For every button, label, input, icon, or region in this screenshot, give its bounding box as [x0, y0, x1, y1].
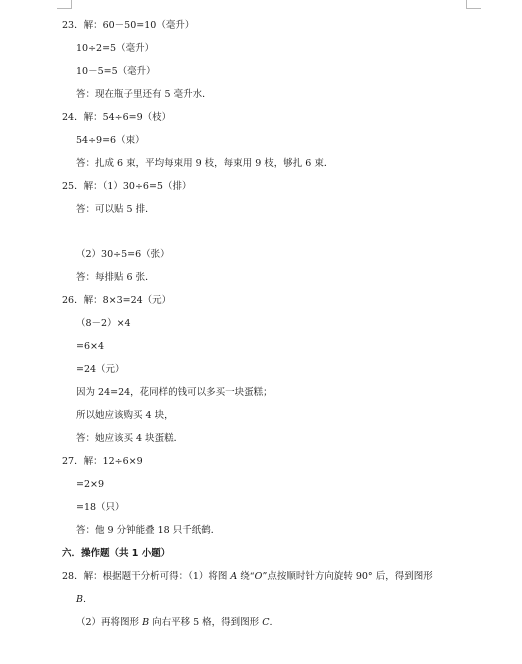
q26-line-5: 因为 24=24，花同样的钱可以多买一块蛋糕； [76, 387, 273, 398]
q25-line-2: （2）30÷5=6（张） [76, 249, 170, 260]
page-corner-mark-right [466, 0, 481, 9]
q24-line-1: 24．解：54÷6=9（枝） [62, 112, 172, 123]
q28-line-1-pre: 28．解：根据题干分析可得：（1）将图 [62, 571, 231, 582]
q27-line-1: 27．解：12÷6×9 [62, 456, 143, 467]
q25-answer-2: 答：每排贴 6 张． [76, 272, 155, 283]
q26-answer: 答：她应该买 4 块蛋糕． [76, 433, 184, 444]
figure-a-label: A [230, 571, 238, 582]
q26-line-1: 26．解：8×3=24（元） [62, 295, 172, 306]
q26-line-3: =6×4 [76, 341, 105, 352]
page-corner-mark-left [57, 0, 72, 9]
q23-line-1: 23．解：60－50=10（毫升） [62, 20, 195, 31]
q25-answer-1: 答：可以贴 5 排． [76, 204, 155, 215]
q25-line-1: 25．解：（1）30÷6=5（排） [62, 181, 192, 192]
q26-line-2: （8－2）×4 [76, 318, 131, 329]
q24-line-2: 54÷9=6（束） [76, 135, 145, 146]
q28-line-3-end: . [269, 617, 273, 628]
q23-line-2: 10÷2=5（毫升） [76, 43, 155, 54]
q28-line-3-pre: （2）再将图形 [76, 617, 143, 628]
q27-line-2: =2×9 [76, 479, 105, 490]
section-6-heading: 六．操作题（共 1 小题） [62, 548, 171, 559]
q28-line-2-end: . [82, 594, 87, 605]
q24-answer: 答：扎成 6 束，平均每束用 9 枝，每束用 9 枝，够扎 6 束． [76, 158, 334, 169]
q28-line-3 [76, 617, 273, 629]
figure-b-label: B [76, 594, 83, 605]
q28-line-3-mid: 向右平移 5 格，得到图形 [149, 617, 263, 628]
figure-c-label: C [262, 617, 270, 628]
q28-line-1-post: ”点按顺时针方向旋转 90° 后，得到图形 [262, 571, 433, 582]
q28-line-2 [76, 594, 86, 606]
q23-answer: 答：现在瓶子里还有 5 毫升水． [76, 89, 212, 100]
q28-line-1-mid: 绕“ [237, 571, 255, 582]
q26-line-6: 所以她应该购买 4 块， [76, 410, 174, 421]
q26-line-4: =24（元） [76, 364, 125, 375]
q28-line-1 [62, 571, 433, 583]
q27-line-3: =18（只） [76, 502, 125, 513]
q23-line-3: 10－5=5（毫升） [76, 66, 156, 77]
point-o-label: O [254, 571, 263, 582]
figure-b-label-2: B [142, 617, 150, 628]
q27-answer: 答：他 9 分钟能叠 18 只千纸鹤． [76, 525, 221, 536]
